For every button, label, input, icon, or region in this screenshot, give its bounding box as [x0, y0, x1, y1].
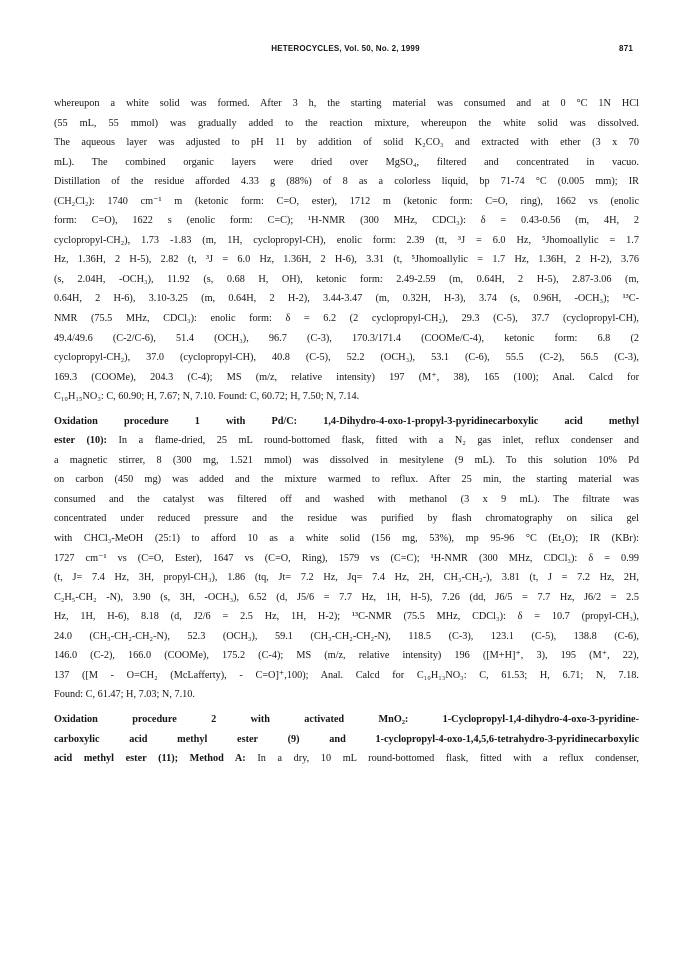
text-line: C₂H₅-CH₂ -N), 3.90 (s, 3H, -OCH₃), 6.52 (d, J5/6 = 7.7 Hz, 1H, H-5), 7.26 (dd, J6/5 = 7.7 Hz, J6/2 = 2.5 [54, 591, 639, 603]
text-line: carboxylic acid methyl ester (9) and 1-cyclopropyl-4-oxo-1,4,5,6-tetrahydro-3-pyridinecarboxylic [54, 733, 639, 745]
text-line: The aqueous layer was adjusted to pH 11 by addition of solid K₂CO₃ and extracted with ether (3 x 70 [54, 137, 639, 149]
article-body [54, 94, 639, 769]
text-line: concentrated under reduced pressure and the residue was purified by flash chromatography on silica gel [54, 513, 639, 525]
paragraph-oxidation-procedure-1 [54, 412, 639, 705]
text-line: on carbon (450 mg) was added and the mixture warmed to reflux. After 25 min, the starting material was [54, 474, 639, 486]
text-line: 146.0 (C-2), 166.0 (COOMe), 175.2 (C-4); MS (m/z, relative intensity) 196 ([M+H]⁺, 3), 195 (M⁺, 22), [54, 650, 639, 662]
text-line: cyclopropyl-CH₂), 1.73 -1.83 (m, 1H, cyclopropyl-CH), enolic form: 2.39 (tt, ³J = 6.0 Hz, ⁵Jhomoallylic = 1.7 [54, 234, 639, 246]
text-line: mL). The combined organic layers were dried over MgSO₄, filtered and concentrated in vacuo. [54, 156, 639, 168]
text-line: Oxidation procedure 1 with Pd/C: 1,4-Dihydro-4-oxo-1-propyl-3-pyridinecarboxylic acid methyl [54, 415, 639, 427]
text-line: 49.4/49.6 (C-2/C-6), 51.4 (OCH₃), 96.7 (C-3), 170.3/171.4 (COOMe/C-4), ketonic form: 6.8 (2 [54, 332, 639, 344]
text-line: C₁₀H₁₅NO₃: C, 60.90; H, 7.67; N, 7.10. Found: C, 60.72; H, 7.50; N, 7.14. [54, 391, 360, 403]
text-line: (t, J= 7.4 Hz, 3H, propyl-CH₃), 1.86 (tq, Jt= 7.2 Hz, Jq= 7.4 Hz, 2H, CH₃-CH₂-), 3.81 (t, J = 7.2 Hz, 2H, [54, 572, 639, 584]
text-line: with CHCl₃-MeOH (25:1) to afford 10 as a white solid (156 mg, 53%), mp 95-96 °C (Et₂O); IR (KBr): [54, 533, 639, 545]
text-line: Hz, 1H, H-6), 8.18 (d, J2/6 = 2.5 Hz, 1H, H-2); ¹³C-NMR (75.5 MHz, CDCl₃): δ = 10.7 (propyl-CH₃), [54, 611, 639, 623]
text-line: cyclopropyl-CH₂), 37.0 (cyclopropyl-CH), 40.8 (C-5), 52.2 (OCH₃), 53.1 (C-6), 55.5 (C-2), 56.5 (C-3), [54, 352, 639, 364]
text-line: 0.64H, 2 H-6), 3.10-3.25 (m, 0.64H, 2 H-2), 3.44-3.47 (m, 0.32H, H-3), 3.74 (s, 0.96H, -OCH₃); ¹³C- [54, 293, 639, 305]
text-line: whereupon a white solid was formed. After 3 h, the starting material was consumed and at 0 °C 1N HCl [54, 98, 639, 109]
text-line: consumed and the catalyst was filtered off and washed with methanol (3 x 9 mL). The filtrate was [54, 493, 639, 505]
text-line: (55 mL, 55 mmol) was gradually added to the reaction mixture, whereupon the white solid was dissolved. [54, 117, 639, 129]
paragraph-oxidation-procedure-2 [54, 710, 639, 769]
text-line: form: C=O), 1622 s (enolic form: C=C); ¹H-NMR (300 MHz, CDCl₃): δ = 0.43-0.56 (m, 4H, 2 [54, 215, 639, 227]
text-line: Hz, 1.36H, 2 H-5), 2.82 (t, ³J = 6.0 Hz, 1.36H, 2 H-6), 3.31 (t, ⁵Jhomoallylic = 1.7 Hz, 1.36H, 2 H-2), 3.76 [54, 254, 639, 266]
text-line: 24.0 (CH₃-CH₂-CH₂-N), 52.3 (OCH₃), 59.1 (CH₃-CH₂-CH₂-N), 118.5 (C-3), 123.1 (C-5), 138.8 (C-6), [54, 630, 639, 642]
text-line: (CH₂Cl₂): 1740 cm⁻¹ m (ketonic form: C=O, ester), 1712 m (ketonic form: C=O, ring), 1662 vs (enolic [54, 195, 639, 207]
text-line: (s, 2.04H, -OCH₃), 11.92 (s, 0.68 H, OH), ketonic form: 2.49-2.59 (m, 0.64H, 2 H-5), 2.87-3.06 (m, [54, 273, 639, 285]
text-line: 169.3 (COOMe), 204.3 (C-4); MS (m/z, relative intensity) 197 (M⁺, 38), 165 (100); Anal. Calcd for [54, 371, 639, 383]
text-line: Found: C, 61.47; H, 7.03; N, 7.10. [54, 689, 195, 701]
page-number: 871 [619, 44, 633, 53]
journal-citation: HETEROCYCLES, Vol. 50, No. 2, 1999 [271, 44, 420, 53]
paragraph-compound-8-characterization [54, 94, 639, 407]
text-line: 137 ([M - O=CH₂ (McLafferty), - C=O]⁺,100); Anal. Calcd for C₁₀H₁₃NO₃: C, 61.53; H, 6.71; N, 7.18. [54, 669, 639, 681]
text-line: ester (10): In a flame-dried, 25 mL round-bottomed flask, fitted with a N₂ gas inlet, reflux condenser and [54, 435, 639, 447]
text-line: acid methyl ester (11); Method A: In a dry, 10 mL round-bottomed flask, fitted with a reflux condenser, [54, 753, 639, 765]
running-header [0, 44, 691, 58]
text-line: a magnetic stirrer, 8 (300 mg, 1.521 mmol) was dissolved in mesitylene (9 mL). To this solution 10% Pd [54, 454, 639, 466]
text-line: Oxidation procedure 2 with activated MnO₂: 1-Cyclopropyl-1,4-dihydro-4-oxo-3-pyridine- [54, 713, 639, 725]
text-line: Distillation of the residue afforded 4.33 g (88%) of 8 as a colorless liquid, bp 71-74 °C (0.005 mm); IR [54, 176, 639, 188]
text-line: NMR (75.5 MHz, CDCl₃): enolic form: δ = 6.2 (2 cyclopropyl-CH₂), 29.3 (C-5), 37.7 (cyclopropyl-CH), [54, 313, 639, 325]
text-line: 1727 cm⁻¹ vs (C=O, Ester), 1647 vs (C=O, Ring), 1579 vs (C=C); ¹H-NMR (300 MHz, CDCl₃): δ = 0.99 [54, 552, 639, 564]
